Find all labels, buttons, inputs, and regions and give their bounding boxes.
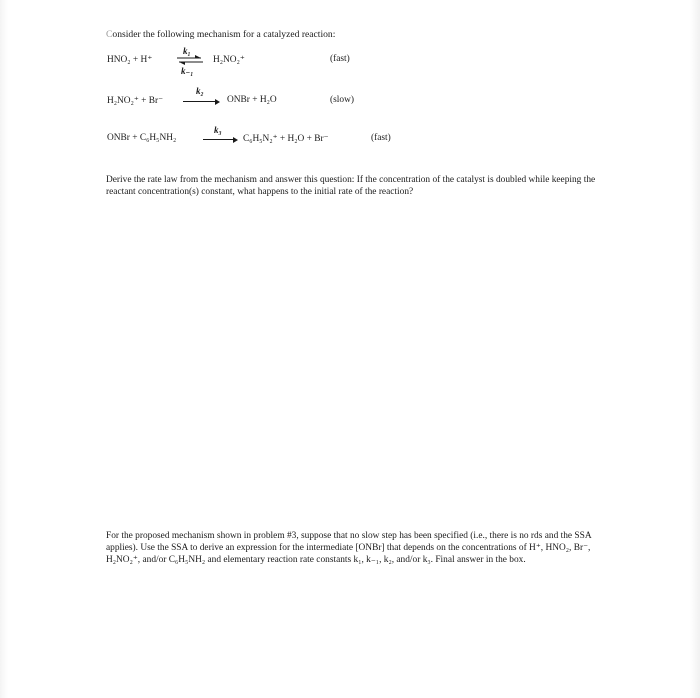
step2-k: k₂ xyxy=(196,86,204,96)
reaction-arrow-icon xyxy=(183,101,218,102)
step2-speed: (slow) xyxy=(330,95,354,105)
step1-reactants: HNO₂ + H⁺ xyxy=(107,55,153,65)
step3-k: k₃ xyxy=(214,125,222,135)
question-1: Derive the rate law from the mechanism and answer this question: If the concentration of the catalyst is doubled while keeping the reactant concentration(s) constant, what happens to the initial rate of the reaction? xyxy=(106,175,596,197)
step1-reverse-k: k₋₁ xyxy=(181,66,194,76)
step1-forward-k: k₁ xyxy=(183,46,191,56)
step2-reactants: H₂NO₂⁺ + Br⁻ xyxy=(107,96,164,106)
intro-lead-letter: C xyxy=(106,29,113,40)
reaction-arrow-icon xyxy=(203,139,236,140)
step2-products: ONBr + H₂O xyxy=(227,95,277,105)
step3-products: C₆H₅N₂⁺ + H₂O + Br⁻ xyxy=(243,134,329,144)
step3-reactants: ONBr + C₆H₅NH₂ xyxy=(107,133,177,143)
intro-line xyxy=(106,29,335,41)
equilibrium-arrow-icon xyxy=(176,55,204,65)
step1-speed: (fast) xyxy=(330,54,350,64)
question-2: For the proposed mechanism shown in problem #3, suppose that no slow step has been specified (i.e., there is no rds and the SSA applies). Use the SSA to derive an expression for the intermediate [ONBr] that depends on the concentrations of H⁺, HNO₂, Br⁻, H₂NO₂⁺, and/or C₆H₅NH₂ and elementary reaction rate constants k₁, k₋₁, k₂, and/or k₃. Final answer in the box. xyxy=(106,531,592,565)
intro-text: onsider the following mechanism for a catalyzed reaction: xyxy=(112,29,336,40)
step1-products: H₂NO₂⁺ xyxy=(213,55,245,65)
step3-speed: (fast) xyxy=(371,133,391,143)
